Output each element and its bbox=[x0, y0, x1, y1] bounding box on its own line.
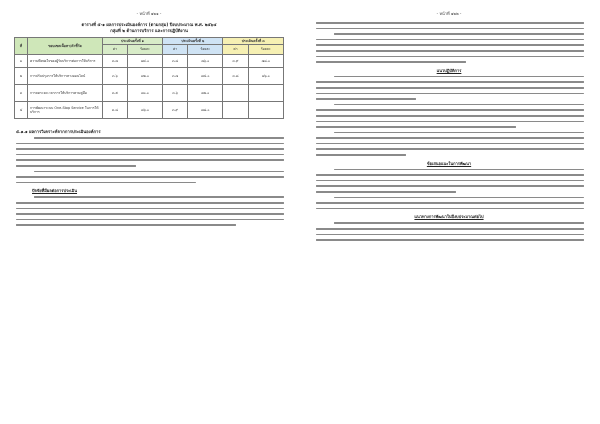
table-cell: ๓.๙ bbox=[223, 55, 248, 68]
paragraph bbox=[316, 76, 584, 100]
sub-header: ค่า bbox=[163, 45, 188, 55]
row-no: ๔ bbox=[15, 102, 28, 119]
paragraph bbox=[16, 171, 284, 184]
col-header-no: ที่ bbox=[15, 38, 28, 55]
table-row bbox=[15, 102, 284, 119]
heading-development: แนวทางการพัฒนาในปีงบประมาณต่อไป bbox=[414, 214, 484, 220]
table-cell: ๗๖.๐ bbox=[188, 55, 223, 68]
row-name: การพัฒนาระบบ One-Stop Service ในการให้บริการ bbox=[28, 102, 103, 119]
table-cell: ๓.๖ bbox=[103, 68, 128, 85]
table-cell bbox=[223, 85, 248, 102]
sub-header: ร้อยละ bbox=[248, 45, 284, 55]
sub-header: ร้อยละ bbox=[127, 45, 162, 55]
table-cell: ๗๖.๐ bbox=[127, 102, 162, 119]
table-cell bbox=[248, 85, 284, 102]
sub-header: ค่า bbox=[223, 45, 248, 55]
document-page-right bbox=[308, 10, 590, 414]
table-subtitle: กลุ่มที่ ๒ ด้านการบริการ และการปฏิบัติงาน bbox=[110, 28, 188, 33]
group-header-1: ประเมินครั้งที่ ๑ bbox=[103, 38, 163, 45]
row-no: ๑ bbox=[15, 55, 28, 68]
table-row bbox=[15, 55, 284, 68]
table-cell: ๗๔.๐ bbox=[127, 55, 162, 68]
sub-header: ร้อยละ bbox=[188, 45, 223, 55]
page-number: - หน้าที่ ๑๒๒ - bbox=[436, 11, 462, 16]
evaluation-table bbox=[14, 37, 284, 119]
col-header-name: ขอบเขตเนื้อหา/ตัวชี้วัด bbox=[28, 38, 103, 55]
table-cell: ๗๒.๐ bbox=[127, 68, 162, 85]
heading-practice: แนวปฏิบัติการ bbox=[436, 67, 462, 73]
sub-header: ค่า bbox=[103, 45, 128, 55]
table-cell: ๗๖.๐ bbox=[248, 68, 284, 85]
sub-heading: ปัจจัยที่มีผลต่อการประเมิน bbox=[32, 188, 78, 194]
row-name: การปรับปรุงการให้บริการทางออนไลน์ bbox=[28, 68, 103, 85]
row-name: ความพึงพอใจของผู้รับบริการต่อการให้บริการ bbox=[28, 55, 103, 68]
table-cell: ๓.๘ bbox=[163, 55, 188, 68]
group-header-3: ประเมินครั้งที่ ๓ bbox=[223, 38, 284, 45]
table-row bbox=[15, 85, 284, 102]
row-no: ๒ bbox=[15, 68, 28, 85]
paragraph bbox=[316, 33, 584, 63]
paragraph bbox=[16, 196, 284, 226]
paragraph bbox=[316, 197, 584, 210]
table-cell: ๗๘.๐ bbox=[248, 55, 284, 68]
table-cell: ๓.๙ bbox=[163, 102, 188, 119]
row-no: ๓ bbox=[15, 85, 28, 102]
heading-recommendations: ข้อเสนอแนะในการพัฒนา bbox=[426, 160, 472, 166]
group-header-2: ประเมินครั้งที่ ๒ bbox=[163, 38, 223, 45]
paragraph bbox=[16, 137, 284, 167]
paragraph bbox=[316, 169, 584, 193]
table-cell bbox=[248, 102, 284, 119]
row-name: การลดระยะเวลาการให้บริการตามคู่มือ bbox=[28, 85, 103, 102]
table-cell: ๓.๗ bbox=[163, 68, 188, 85]
paragraph bbox=[316, 132, 584, 156]
table-cell bbox=[223, 102, 248, 119]
table-cell: ๓.๕ bbox=[103, 85, 128, 102]
table-cell: ๓.๗ bbox=[103, 55, 128, 68]
table-title: ตารางที่ ๕-๑ ผลการประเมินองค์การ (ตามกลุ่ม) ปีงบประมาณ พ.ศ. ๒๕๖๔ bbox=[81, 22, 217, 27]
table-cell: ๗๘.๐ bbox=[188, 102, 223, 119]
table-row bbox=[15, 68, 284, 85]
document-page-left bbox=[8, 10, 290, 414]
table-cell: ๗๐.๐ bbox=[127, 85, 162, 102]
paragraph bbox=[316, 22, 584, 29]
paragraph bbox=[316, 104, 584, 128]
table-cell: ๓.๖ bbox=[163, 85, 188, 102]
page-number: - หน้าที่ ๑๒๑ - bbox=[136, 11, 162, 16]
section-heading: ๕.๑.๑ ผลการวิเคราะห์จากการประเมินองค์การ bbox=[16, 129, 101, 134]
table-cell: ๗๒.๐ bbox=[188, 85, 223, 102]
paragraph bbox=[316, 222, 584, 240]
table-cell: ๓.๘ bbox=[103, 102, 128, 119]
table-cell: ๓.๘ bbox=[223, 68, 248, 85]
table-cell: ๗๔.๐ bbox=[188, 68, 223, 85]
